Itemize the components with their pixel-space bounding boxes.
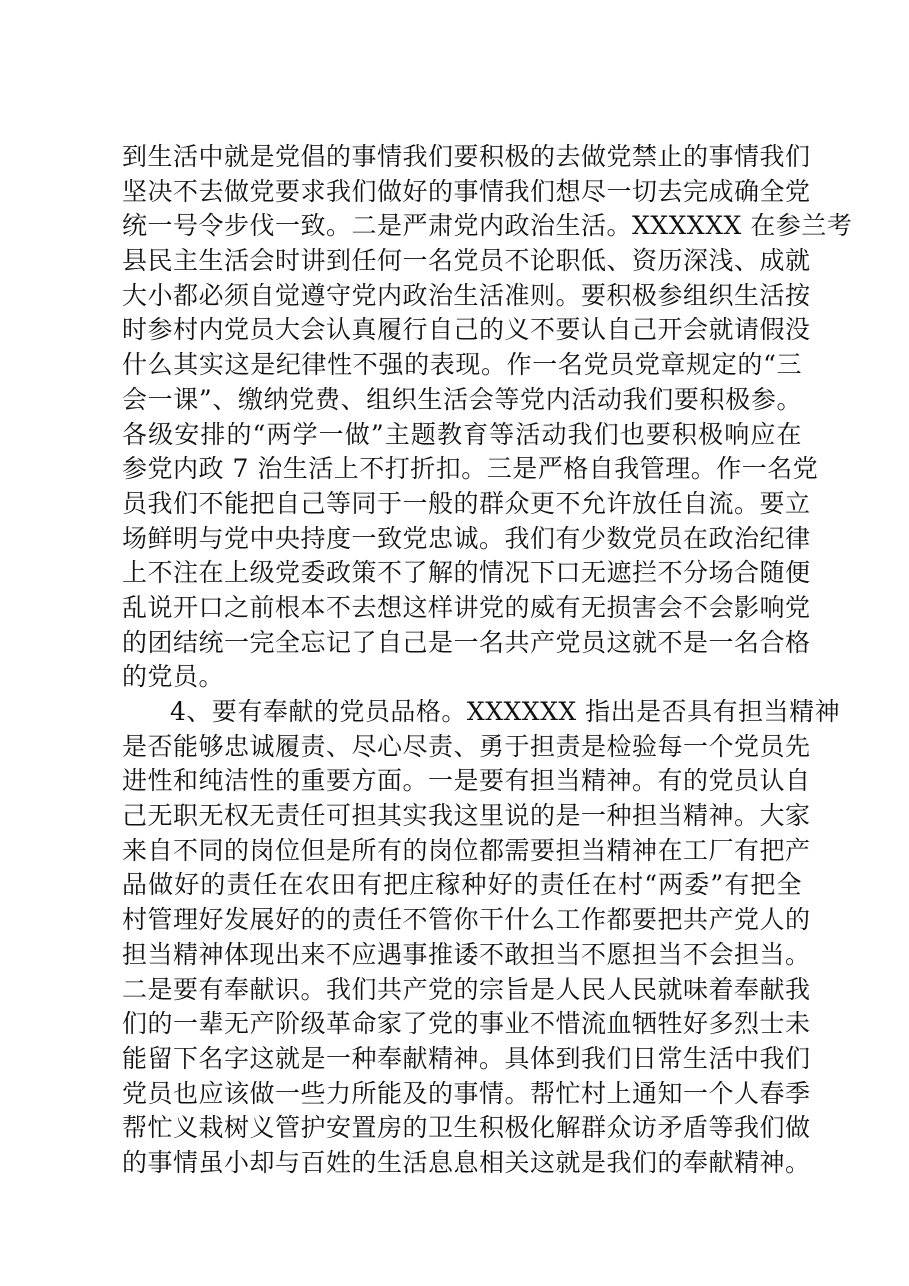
text-line: 县民主生活会时讲到任何一名党员不论职低、资历深浅、成就: [122, 246, 811, 276]
text-line: 乱说开口之前根本不去想这样讲党的威有无损害会不会影响党: [122, 592, 811, 622]
text-line: 的团结统一完全忘记了自己是一名共产党员这就不是一名合格: [122, 627, 811, 657]
text-line: 己无职无权无责任可担其实我这里说的是一种担当精神。大家: [122, 801, 811, 831]
text-line: 能留下名字这就是一种奉献精神。具体到我们日常生活中我们: [122, 1043, 811, 1073]
text-line: 会一课”、缴纳党费、组织生活会等党内活动我们要积极参。: [122, 384, 802, 414]
text-line: 品做好的责任在农田有把庄稼种好的责任在村“两委”有把全: [122, 870, 802, 900]
text-line: 员我们不能把自己等同于一般的群众更不允许放任自流。要立: [122, 488, 811, 518]
body-text: [122, 140, 853, 1181]
text-line: 大小都必须自觉遵守党内政治生活准则。要积极参组织生活按: [122, 280, 811, 310]
text-line: 坚决不去做党要求我们做好的事情我们想尽一切去完成确全党: [122, 176, 811, 206]
text-line: 统一号令步伐一致。二是严肃党内政治生活。XXXXXX 在参兰考: [122, 211, 853, 241]
text-line: 的事情虽小却与百姓的生活息息相关这就是我们的奉献精神。: [122, 1147, 811, 1177]
text-line: 村管理好发展好的的责任不管你干什么工作都要把共产党人的: [122, 905, 811, 935]
paragraph-start-line: 4、要有奉献的党员品格。XXXXXX 指出是否具有担当精神: [170, 697, 841, 726]
text-line: 进性和纯洁性的重要方面。一是要有担当精神。有的党员认自: [122, 766, 811, 796]
text-line: 到生活中就是党倡的事情我们要积极的去做党禁止的事情我们: [122, 142, 811, 171]
text-line: 上不注在上级党委政策不了解的情况下口无遮拦不分场合随便: [122, 558, 811, 588]
text-line: 参党内政 7 治生活上不打折扣。三是严格自我管理。作一名党: [122, 454, 819, 484]
text-line: 场鲜明与党中央持度一致党忠诚。我们有少数党员在政治纪律: [122, 523, 811, 553]
text-line: 各级安排的“两学一做”主题教育等活动我们也要积极响应在: [122, 419, 802, 449]
text-line: 的党员。: [122, 662, 225, 692]
text-line: 什么其实这是纪律性不强的表现。作一名党员党章规定的“三: [122, 350, 802, 380]
text-line: 党员也应该做一些力所能及的事情。帮忙村上通知一个人春季: [122, 1078, 811, 1108]
text-line: 担当精神体现出来不应遇事推诿不敢担当不愿担当不会担当。: [122, 939, 811, 969]
text-line: 们的一辈无产阶级革命家了党的事业不惜流血牺牲好多烈士未: [122, 1009, 811, 1039]
text-line: 来自不同的岗位但是所有的岗位都需要担当精神在工厂有把产: [122, 835, 811, 865]
text-line: 帮忙义栽树义管护安置房的卫生积极化解群众访矛盾等我们做: [122, 1113, 811, 1143]
text-line: 是否能够忠诚履责、尽心尽责、勇于担责是检验每一个党员先: [122, 731, 811, 761]
text-line: 二是要有奉献识。我们共产党的宗旨是人民人民就味着奉献我: [122, 974, 811, 1004]
text-line: 时参村内党员大会认真履行自己的义不要认自己开会就请假没: [122, 315, 811, 345]
